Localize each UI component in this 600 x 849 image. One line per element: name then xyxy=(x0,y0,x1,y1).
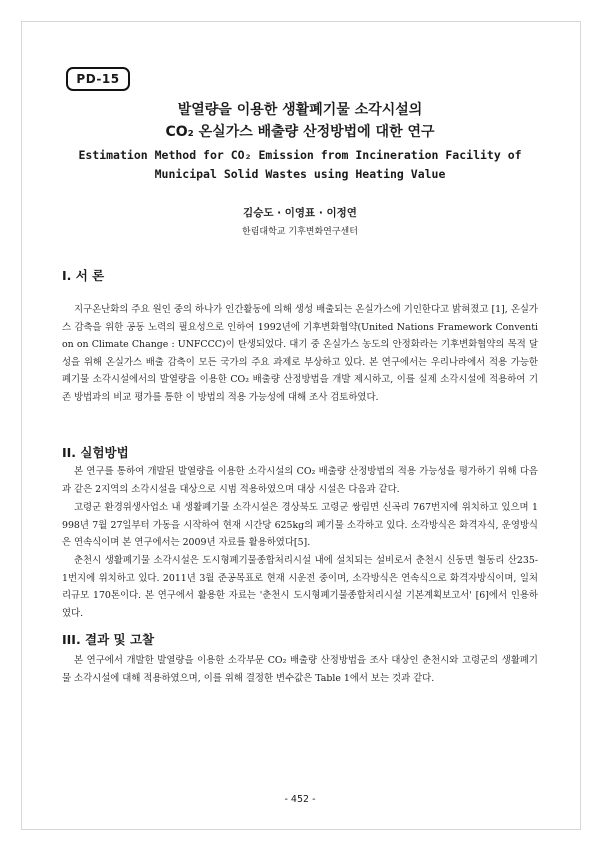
methods-paragraph-1: 본 연구를 통하여 개발된 발열량을 이용한 소각시설의 CO₂ 배출량 산정방법의 적용 가능성을 평가하기 위해 다음과 같은 2지역의 소각시설을 대상으로 시범 적용하였으며 대상 시설은 다음과 같다. xyxy=(62,466,538,495)
affiliation: 한림대학교 기후변화연구센터 xyxy=(242,227,358,237)
section-heading-results: III. 결과 및 고찰 xyxy=(62,632,155,647)
results-paragraph: 본 연구에서 개발한 발열량을 이용한 소각부문 CO₂ 배출량 산정방법을 조사 대상인 춘천시와 고령군의 생활폐기물 소각시설에 대해 적용하였으며, 이를 위해 결정한 변수값은 Table 1에서 보는 것과 같다. xyxy=(62,655,538,684)
page-number: - 452 - xyxy=(284,794,316,805)
section-heading-introduction: I. 서 론 xyxy=(62,268,105,283)
introduction-paragraph: 지구온난화의 주요 원인 중의 하나가 인간활동에 의해 생성 배출되는 온실가스에 기인한다고 밝혀졌고 [1], 온실가스 감축을 위한 공동 노력의 필요성으로 인하여 1992년에 기후변화협약(United Nations Framework Convention on Climate Change : UNFCCC)이 탄생되었다. 대기 중 온실가스 농도의 안정화라는 기후변화협약의 목적 달성을 위해 온실가스 배출 감축이 모든 국가의 주요 과제로 부상하고 있다. 본 연구에서는 우리나라에서 적용 가능한 폐기물 소각시설에서의 발열량을 이용한 CO₂ 배출량 산정방법을 개발 제시하고, 이를 실제 소각시설에 적용하여 기존 방법과의 비교 평가를 통한 이 방법의 적용 가능성에 대해 조사 검토하였다. xyxy=(62,304,538,403)
title-korean-line-1: 발열량을 이용한 생활폐기물 소각시설의 xyxy=(177,102,423,118)
methods-paragraph-2: 고령군 환경위생사업소 내 생활폐기물 소각시설은 경상북도 고령군 쌍림면 신곡리 767번지에 위치하고 있으며 1998년 7월 27일부터 가동을 시작하여 현재 시간당 625kg의 폐기물 소각하고 있다. 소각방식은 화격자식, 운영방식은 연속식이며 본 연구에서는 2009년 자료를 활용하였다[5]. xyxy=(62,502,538,548)
title-english-line-2: Municipal Solid Wastes using Heating Value xyxy=(154,167,446,181)
title-english-line-1: Estimation Method for CO₂ Emission from Incineration Facility of xyxy=(78,148,522,162)
methods-paragraph-3: 춘천시 생활폐기물 소각시설은 도시형폐기물종합처리시설 내에 설치되는 설비로서 춘천시 신동면 혈동리 산235-1번지에 위치하고 있다. 2011년 3월 준공목표로 현재 시운전 중이며, 소각방식은 연속식으로 화격자방식이며, 일처리규모 170톤이다. 본 연구에서 활용한 자료는 '춘천시 도시형폐기물종합처리시설 기본계획보고서' [6]에서 인용하였다. xyxy=(62,555,538,619)
authors: 김승도 · 이영표 · 이정연 xyxy=(243,207,357,219)
page-border xyxy=(21,21,581,830)
section-heading-methods: II. 실험방법 xyxy=(62,445,129,460)
title-korean-line-2: CO₂ 온실가스 배출량 산정방법에 대한 연구 xyxy=(165,124,435,140)
paper-code-badge: PD-15 xyxy=(66,67,130,91)
